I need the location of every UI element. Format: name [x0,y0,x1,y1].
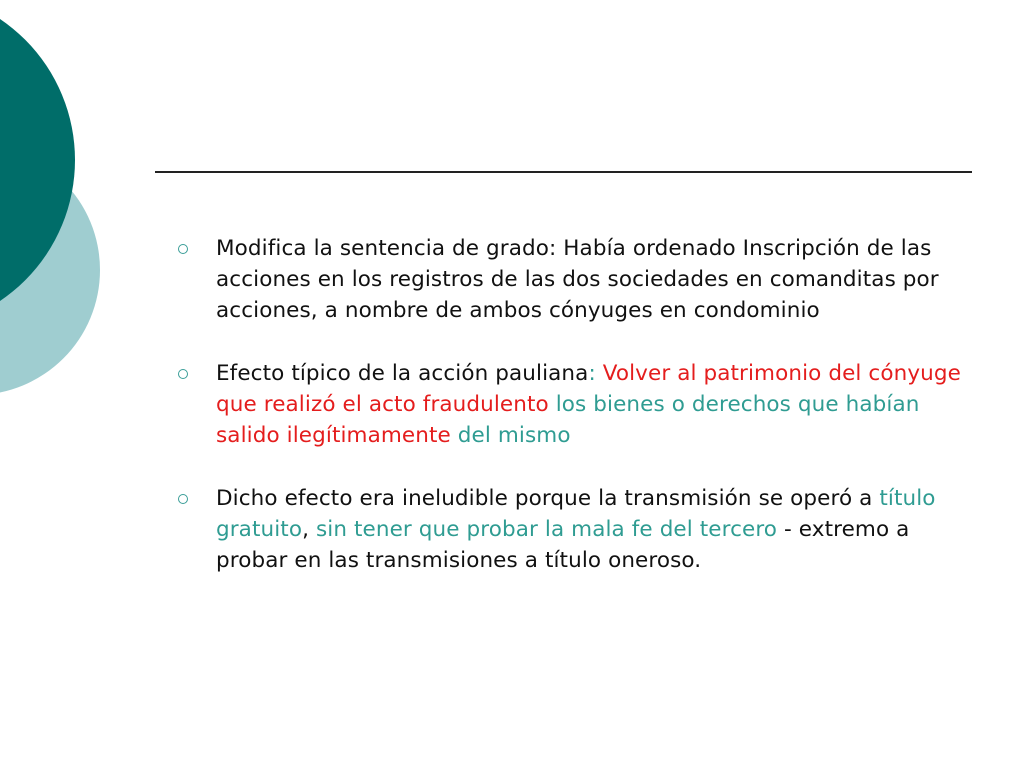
bullet-circle-icon [178,369,188,379]
text-segment: título gratuito [216,486,936,542]
text-segment: Modifica la sentencia de grado: Había ordenado Inscripción de las acciones en los registros de las dos sociedades en comanditas por acciones, a nombre de ambos cónyuges en condominio [216,236,939,323]
text-segment: - extremo a probar en las transmisiones a título oneroso. [216,517,910,573]
bullet-item [175,233,975,326]
text-segment: los bienes o derechos que habían [548,392,920,417]
text-segment: : [588,361,603,386]
text-segment: Volver al patrimonio del cónyuge que realizó el acto fraudulento [216,361,961,417]
bullet-item [175,358,975,451]
title-divider [155,171,972,173]
bullet-text [216,233,975,326]
bullet-item [175,483,975,576]
bullet-text [216,358,975,451]
text-segment: del mismo [450,423,571,448]
decorative-circles [0,0,140,420]
bullet-list [175,233,975,608]
bullet-text [216,483,975,576]
text-segment: Dicho efecto era ineludible porque la transmisión se operó a [216,486,880,511]
bullet-circle-icon [178,244,188,254]
text-segment: , [302,517,316,542]
text-segment: Efecto típico de la acción pauliana [216,361,589,386]
text-segment: sin tener que probar la mala fe del tercero [315,517,778,542]
bullet-circle-icon [178,494,188,504]
text-segment: salido ilegítimamente [216,423,451,448]
